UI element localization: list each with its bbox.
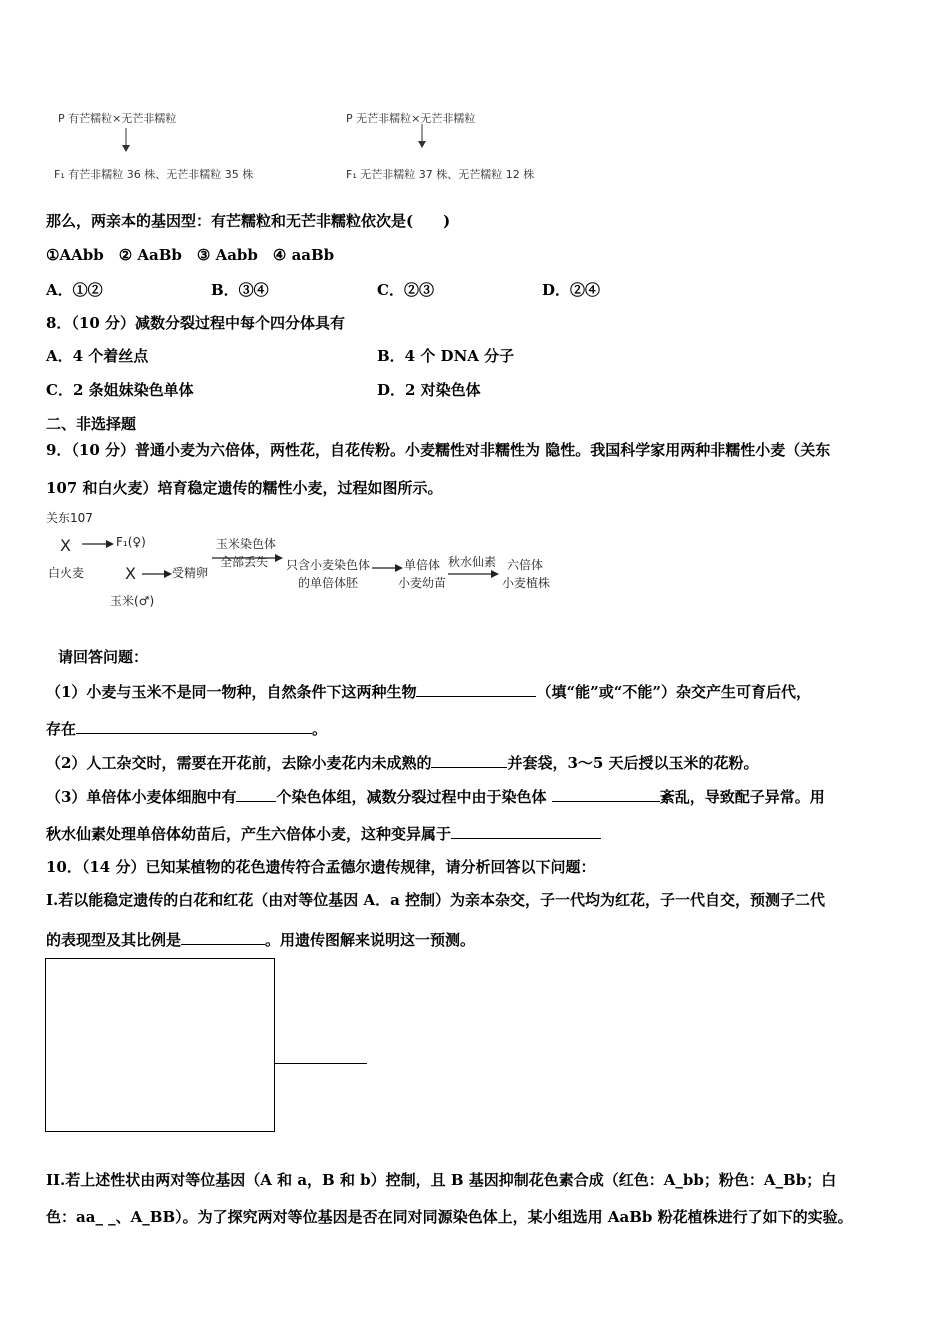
label-haploid-a: 单倍体: [404, 558, 441, 572]
cross-2-offspring: F₁ 无芒非糯粒 37 株、无芒糯粒 12 株: [346, 168, 535, 181]
q9-stem-line-1: 9．（10 分）普通小麦为六倍体，两性花，自花传粉。小麦糯性对非糯性为 隐性。我国科学家用两种非糯性小麦（关东: [46, 441, 831, 459]
q9-p3-blank-1[interactable]: [236, 785, 276, 802]
q9-p1-text-a: （1）小麦与玉米不是同一物种，自然条件下这两种生物: [46, 683, 417, 701]
cross-symbol-1: X: [60, 536, 71, 555]
cross-1-down-arrow-icon: [120, 128, 132, 154]
q10-p1-text-c: 。用遗传图解来说明这一预测。: [265, 931, 476, 949]
q10-part-1-line-1: I.若以能稳定遗传的白花和红花（由对等位基因 A．a 控制）为亲本杂交，子一代均为红花，子一代自交，预测子二代: [46, 891, 826, 909]
q9-p3-text-a: （3）单倍体小麦体细胞中有: [46, 788, 237, 806]
genetic-diagram-answer-box[interactable]: [45, 958, 275, 1132]
q8-option-b: B．4 个 DNA 分子: [377, 347, 515, 365]
q9-prompt: 请回答问题：: [58, 648, 149, 666]
q9-p3-text-b: 个染色体组，减数分裂过程中由于染色体: [276, 788, 552, 806]
q9-part-2: [46, 751, 759, 773]
label-haploid-b: 小麦幼苗: [398, 576, 447, 590]
q10-p1-text-b: 的表现型及其比例是: [46, 931, 182, 949]
q9-p1-text-d: 。: [312, 720, 328, 738]
q7-stem: 那么，两亲本的基因型：有芒糯粒和无芒非糯粒依次是( ): [46, 212, 451, 230]
q9-part-1-line-1: [46, 680, 811, 702]
q7-option-d: D．②④: [542, 281, 601, 299]
q9-p1-text-c: 存在: [46, 720, 77, 738]
q9-part-3-line-1: [46, 785, 825, 807]
section-2-title: 二、非选择题: [46, 415, 137, 433]
q9-p2-text-b: 并套袋，3～5 天后授以玉米的花粉。: [507, 754, 759, 772]
q8-option-a: A．4 个着丝点: [46, 347, 149, 365]
q9-p3-blank-2[interactable]: [552, 785, 660, 802]
cross-2-parents: P 无芒非糯粒×无芒非糯粒: [346, 112, 476, 125]
q9-p3-text-c: 紊乱，导致配子异常。用: [659, 788, 825, 806]
label-colchicine: 秋水仙素: [448, 555, 497, 569]
q9-p1-blank-2[interactable]: [76, 717, 312, 734]
q9-part-1-line-2: [46, 717, 327, 739]
label-corn-male: 玉米(♂): [110, 594, 155, 608]
q10-part-2-line-2: 色：aa_ _、A_BB）。为了探究两对等位基因是否在同对同源染色体上，某小组选用 AaBb 粉花植株进行了如下的实验。: [46, 1208, 853, 1226]
q9-p1-blank-1[interactable]: [416, 680, 536, 697]
q8-stem: 8．（10 分）减数分裂过程中每个四分体具有: [46, 314, 346, 332]
label-f1-female: F₁(♀): [116, 535, 146, 549]
answer-box-underline: [275, 1063, 367, 1064]
q10-stem: 10．（14 分）已知某植物的花色遗传符合孟德尔遗传规律，请分析回答以下问题：: [46, 858, 596, 876]
arrow-to-f1-icon: [82, 538, 114, 550]
arrow-to-hexaploid-icon: [448, 568, 500, 580]
q9-stem-line-2: 107 和白火麦）培育稳定遗传的糯性小麦，过程如图所示。: [46, 479, 443, 497]
q8-option-d: D．2 对染色体: [377, 381, 481, 399]
label-hexaploid-b: 小麦植株: [502, 576, 551, 590]
q9-p2-blank[interactable]: [431, 751, 507, 768]
cross-1-offspring: F₁ 有芒非糯粒 36 株、无芒非糯粒 35 株: [54, 168, 254, 181]
q9-p3-text-d: 秋水仙素处理单倍体幼苗后，产生六倍体小麦，这种变异属于: [46, 825, 452, 843]
cross-symbol-2: X: [125, 564, 136, 583]
arrow-to-haploid-icon: [372, 562, 404, 574]
q7-option-c: C．②③: [377, 281, 434, 299]
cross-2-down-arrow-icon: [416, 124, 428, 150]
cross-1-parents: P 有芒糯粒×无芒非糯粒: [58, 112, 177, 125]
q7-option-a: A．①②: [46, 281, 103, 299]
q10-part-1-line-2: [46, 928, 475, 950]
q7-genotypes: ①AAbb ② AaBb ③ Aabb ④ aaBb: [46, 246, 335, 264]
label-fertilized-egg: 受精卵: [172, 566, 209, 580]
q9-p2-text-a: （2）人工杂交时，需要在开花前，去除小麦花内未成熟的: [46, 754, 432, 772]
label-embryo-b: 的单倍体胚: [298, 576, 359, 590]
q9-p1-text-b: （填“能”或“不能”）杂交产生可育后代，: [536, 683, 811, 701]
label-corn-chromosome: 玉米染色体: [216, 537, 277, 551]
label-embryo-a: 只含小麦染色体: [286, 558, 371, 572]
q8-option-c: C．2 条姐妹染色单体: [46, 381, 194, 399]
q10-part-2-line-1: II.若上述性状由两对等位基因（A 和 a，B 和 b）控制，且 B 基因抑制花色素合成（红色：A_bb；粉色：A_Bb；白: [46, 1171, 837, 1189]
arrow-to-egg-icon: [142, 568, 172, 580]
label-hexaploid-a: 六倍体: [507, 558, 544, 572]
q7-option-b: B．③④: [211, 281, 269, 299]
q9-p3-blank-3[interactable]: [451, 822, 601, 839]
q9-part-3-line-2: [46, 822, 601, 844]
label-guandong: 关东107: [46, 511, 93, 525]
q10-p1-blank[interactable]: [181, 928, 265, 945]
label-baihuomai: 白火麦: [48, 566, 85, 580]
label-all-lost: 全部丢失: [220, 555, 269, 569]
